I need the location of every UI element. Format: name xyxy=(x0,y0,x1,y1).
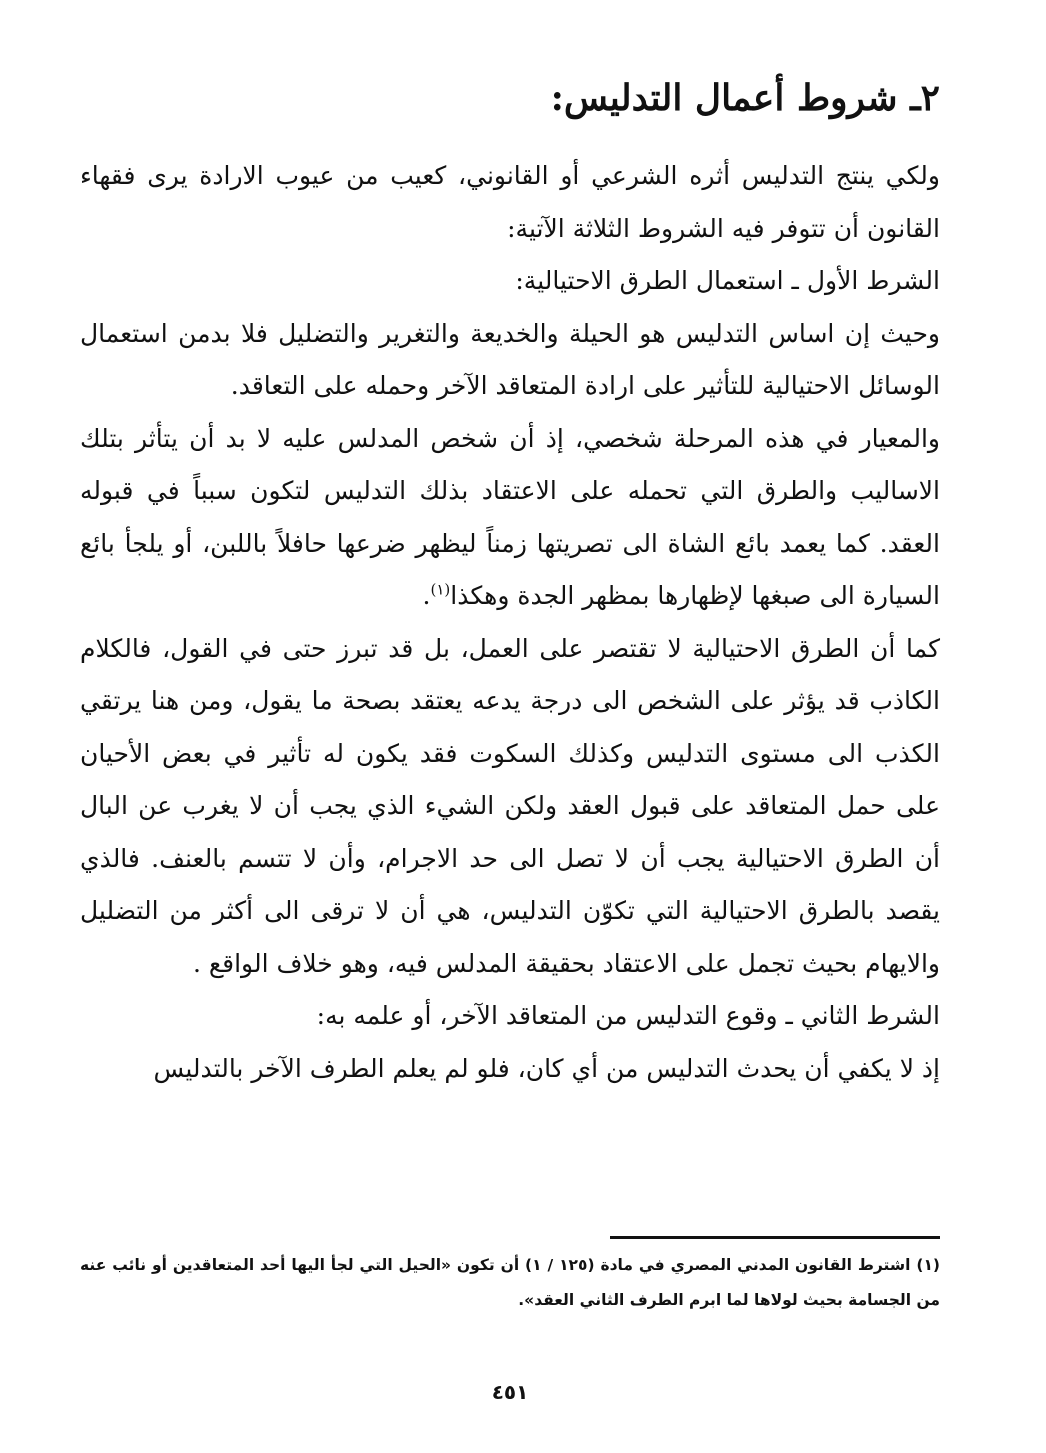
footnote-1: (١) اشترط القانون المدني المصري في مادة (١٢٥ / ١) أن تكون «الحيل التي لجأ اليها أحد المتعاقدين أو نائب عنه من الجسامة بحيث لولاها لما ابرم الطرف الثاني العقد». xyxy=(80,1256,940,1309)
paragraph-fraud-methods: كما أن الطرق الاحتيالية لا تقتصر على العمل، بل قد تبرز حتى في القول، فالكلام الكاذب قد يؤثر على الشخص الى درجة يدعه يعتقد بصحة ما يقول، ومن هنا يرتقي الكذب الى مستوى التدليس وكذلك السكوت فقد يكون له تأثير في بعض الأحيان على حمل المتعاقد على قبول العقد ولكن الشيء الذي يجب أن لا يغرب عن البال أن الطرق الاحتيالية يجب أن لا تصل الى حد الاجرام، وأن لا تتسم بالعنف. فالذي يقصد بالطرق الاحتيالية التي تكوّن التدليس، هي أن لا ترقى الى أكثر من التضليل والايهام بحيث تجمل على الاعتقاد بحقيقة المدلس فيه، وهو خلاف الواقع . xyxy=(80,633,940,978)
paragraph-condition-one-title: الشرط الأول ـ استعمال الطرق الاحتيالية: xyxy=(515,266,940,295)
footnote-reference[interactable]: (١) xyxy=(430,580,451,599)
paragraph-intro: ولكي ينتج التدليس أثره الشرعي أو القانوني، كعيب من عيوب الارادة يرى فقهاء القانون أن تتوفر فيه الشروط الثلاثة الآتية: xyxy=(80,161,940,243)
section-heading: ٢ـ شروط أعمال التدليس: xyxy=(550,77,940,119)
footnotes xyxy=(80,1248,940,1318)
page-number: ٤٥١ xyxy=(491,1380,529,1404)
paragraph-deception-basis: وحيث إن اساس التدليس هو الحيلة والخديعة والتغرير والتضليل فلا بدمن استعمال الوسائل الاحتيالية للتأثير على ارادة المتعاقد الآخر وحمله على التعاقد. xyxy=(80,318,940,400)
body-text xyxy=(80,150,940,1095)
document-page xyxy=(80,0,940,1453)
paragraph-criterion-end: . xyxy=(422,581,431,610)
paragraph-criterion xyxy=(80,413,940,623)
paragraph-criterion-text: والمعيار في هذه المرحلة شخصي، إذ أن شخص المدلس عليه لا بد أن يتأثر بتلك الاساليب والطرق التي تحمله على الاعتقاد بذلك التدليس لتكون سبباً في قبوله العقد. كما يعمد بائع الشاة الى تصريتها زمناً ليظهر ضرعها حافلاً باللبن، أو يلجأ بائع السيارة الى صبغها لإظهارها بمظهر الجدة وهكذا xyxy=(80,423,940,610)
footnote-divider xyxy=(610,1236,940,1239)
paragraph-condition-two-title: الشرط الثاني ـ وقوع التدليس من المتعاقد الآخر، أو علمه به: xyxy=(316,1001,940,1030)
paragraph-condition-two-start: إذ لا يكفي أن يحدث التدليس من أي كان، فلو لم يعلم الطرف الآخر بالتدليس xyxy=(153,1053,940,1083)
